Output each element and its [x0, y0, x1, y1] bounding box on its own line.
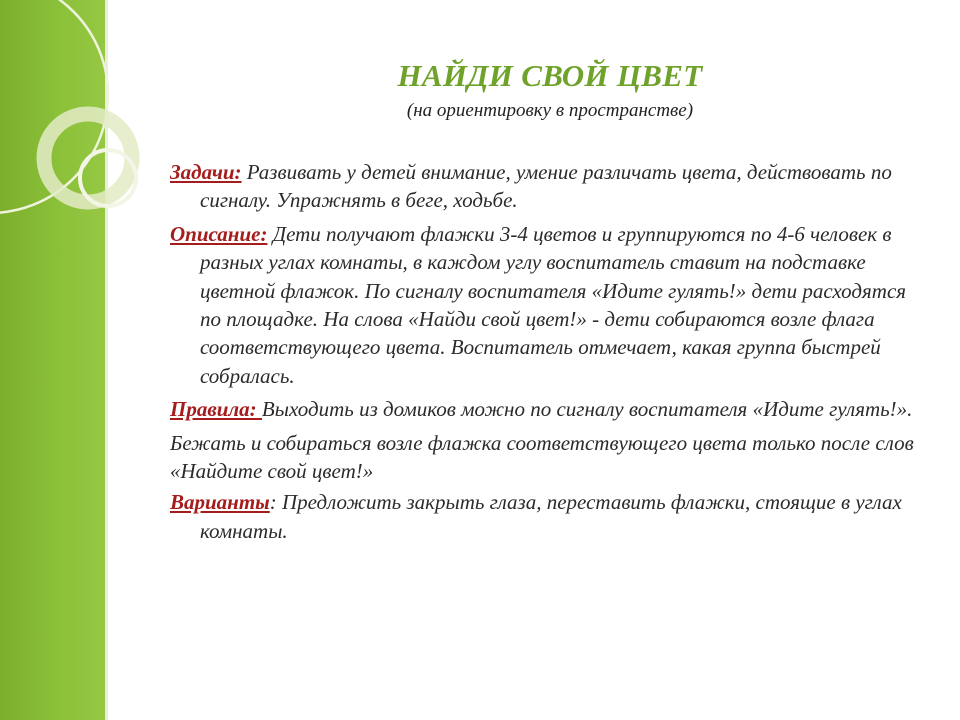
slide-subtitle: (на ориентировку в пространстве) [406, 100, 694, 121]
description-text: Дети получают флажки 3-4 цветов и группируются по 4-6 человек в разных углах комнаты, в каждом углу воспитатель ставит на подставке цветной флажок. По сигналу воспитателя «Идите гулять!» дети расходятся по площадке. На слова «Найди свой цвет!» - дети собираются возле флага соответствующего цвета. Воспитатель отмечает, какая группа быстрей собралась. [200, 221, 907, 388]
variants-label: Варианты [170, 490, 270, 515]
tasks-paragraph [170, 158, 915, 215]
rules-extra-paragraph: Бежать и собираться возле флажка соответствующего цвета только после слов «Найдите свой цвет!» [170, 430, 914, 484]
description-paragraph [170, 220, 915, 390]
description-label: Описание: [170, 221, 268, 246]
variants-paragraph [170, 488, 915, 545]
variants-text: : Предложить закрыть глаза, переставить флажки, стоящие в углах комнаты. [200, 490, 902, 543]
rules-label: Правила: [170, 397, 262, 422]
slide-title: НАЙДИ СВОЙ ЦВЕТ [397, 58, 703, 93]
tasks-text: Развивать у детей внимание, умение различать цвета, действовать по сигналу. Упражнять в беге, ходьбе. [200, 160, 892, 213]
rules-text: Выходить из домиков можно по сигналу воспитателя «Идите гулять!». [261, 397, 913, 422]
tasks-label: Задачи: [170, 160, 242, 184]
rules-paragraph [170, 395, 915, 423]
slide-content [170, 158, 915, 550]
